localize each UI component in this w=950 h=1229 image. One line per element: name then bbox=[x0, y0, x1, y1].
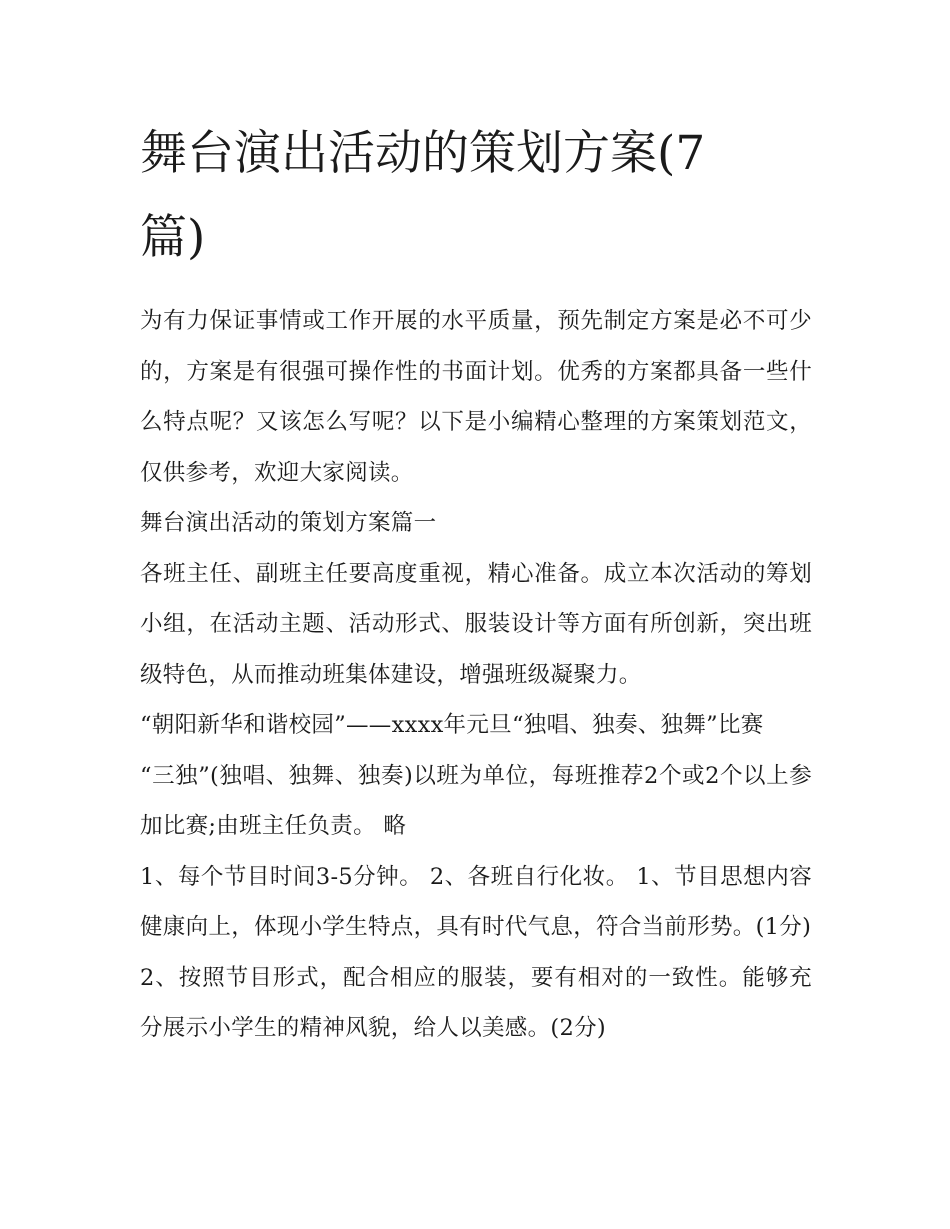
paragraph-intro: 为有力保证事情或工作开展的水平质量，预先制定方案是必不可少的，方案是有很强可操作性的书面计划。优秀的方案都具备一些什么特点呢？又该怎么写呢？以下是小编精心整理的方案策划范文，仅供参考，欢迎大家阅读。 bbox=[140, 308, 812, 486]
paragraph: 1、每个节目时间3-5分钟。 2、各班自行化妆。 1、节目思想内容健康向上，体现小学生特点，具有时代气息，符合当前形势。(1分) bbox=[140, 863, 812, 940]
paragraph: “朝阳新华和谐校园”——xxxx年元旦“独唱、独奏、独舞”比赛 bbox=[140, 712, 764, 738]
section-heading: 舞台演出活动的策划方案篇一 bbox=[140, 510, 437, 536]
document-page bbox=[140, 112, 820, 1054]
paragraph: 2、按照节目形式，配合相应的服装，要有相对的一致性。能够充分展示小学生的精神风貌，给人以美感。(2分) bbox=[140, 964, 812, 1041]
document-body bbox=[140, 296, 820, 1054]
paragraph: “三独”(独唱、独舞、独奏)以班为单位，每班推荐2个或2个以上参加比赛;由班主任负责。 略 bbox=[140, 762, 812, 839]
paragraph: 各班主任、副班主任要高度重视，精心准备。成立本次活动的筹划小组，在活动主题、活动形式、服装设计等方面有所创新，突出班级特色，从而推动班集体建设，增强班级凝聚力。 bbox=[140, 560, 812, 688]
document-title: 舞台演出活动的策划方案(7篇) bbox=[140, 126, 706, 265]
